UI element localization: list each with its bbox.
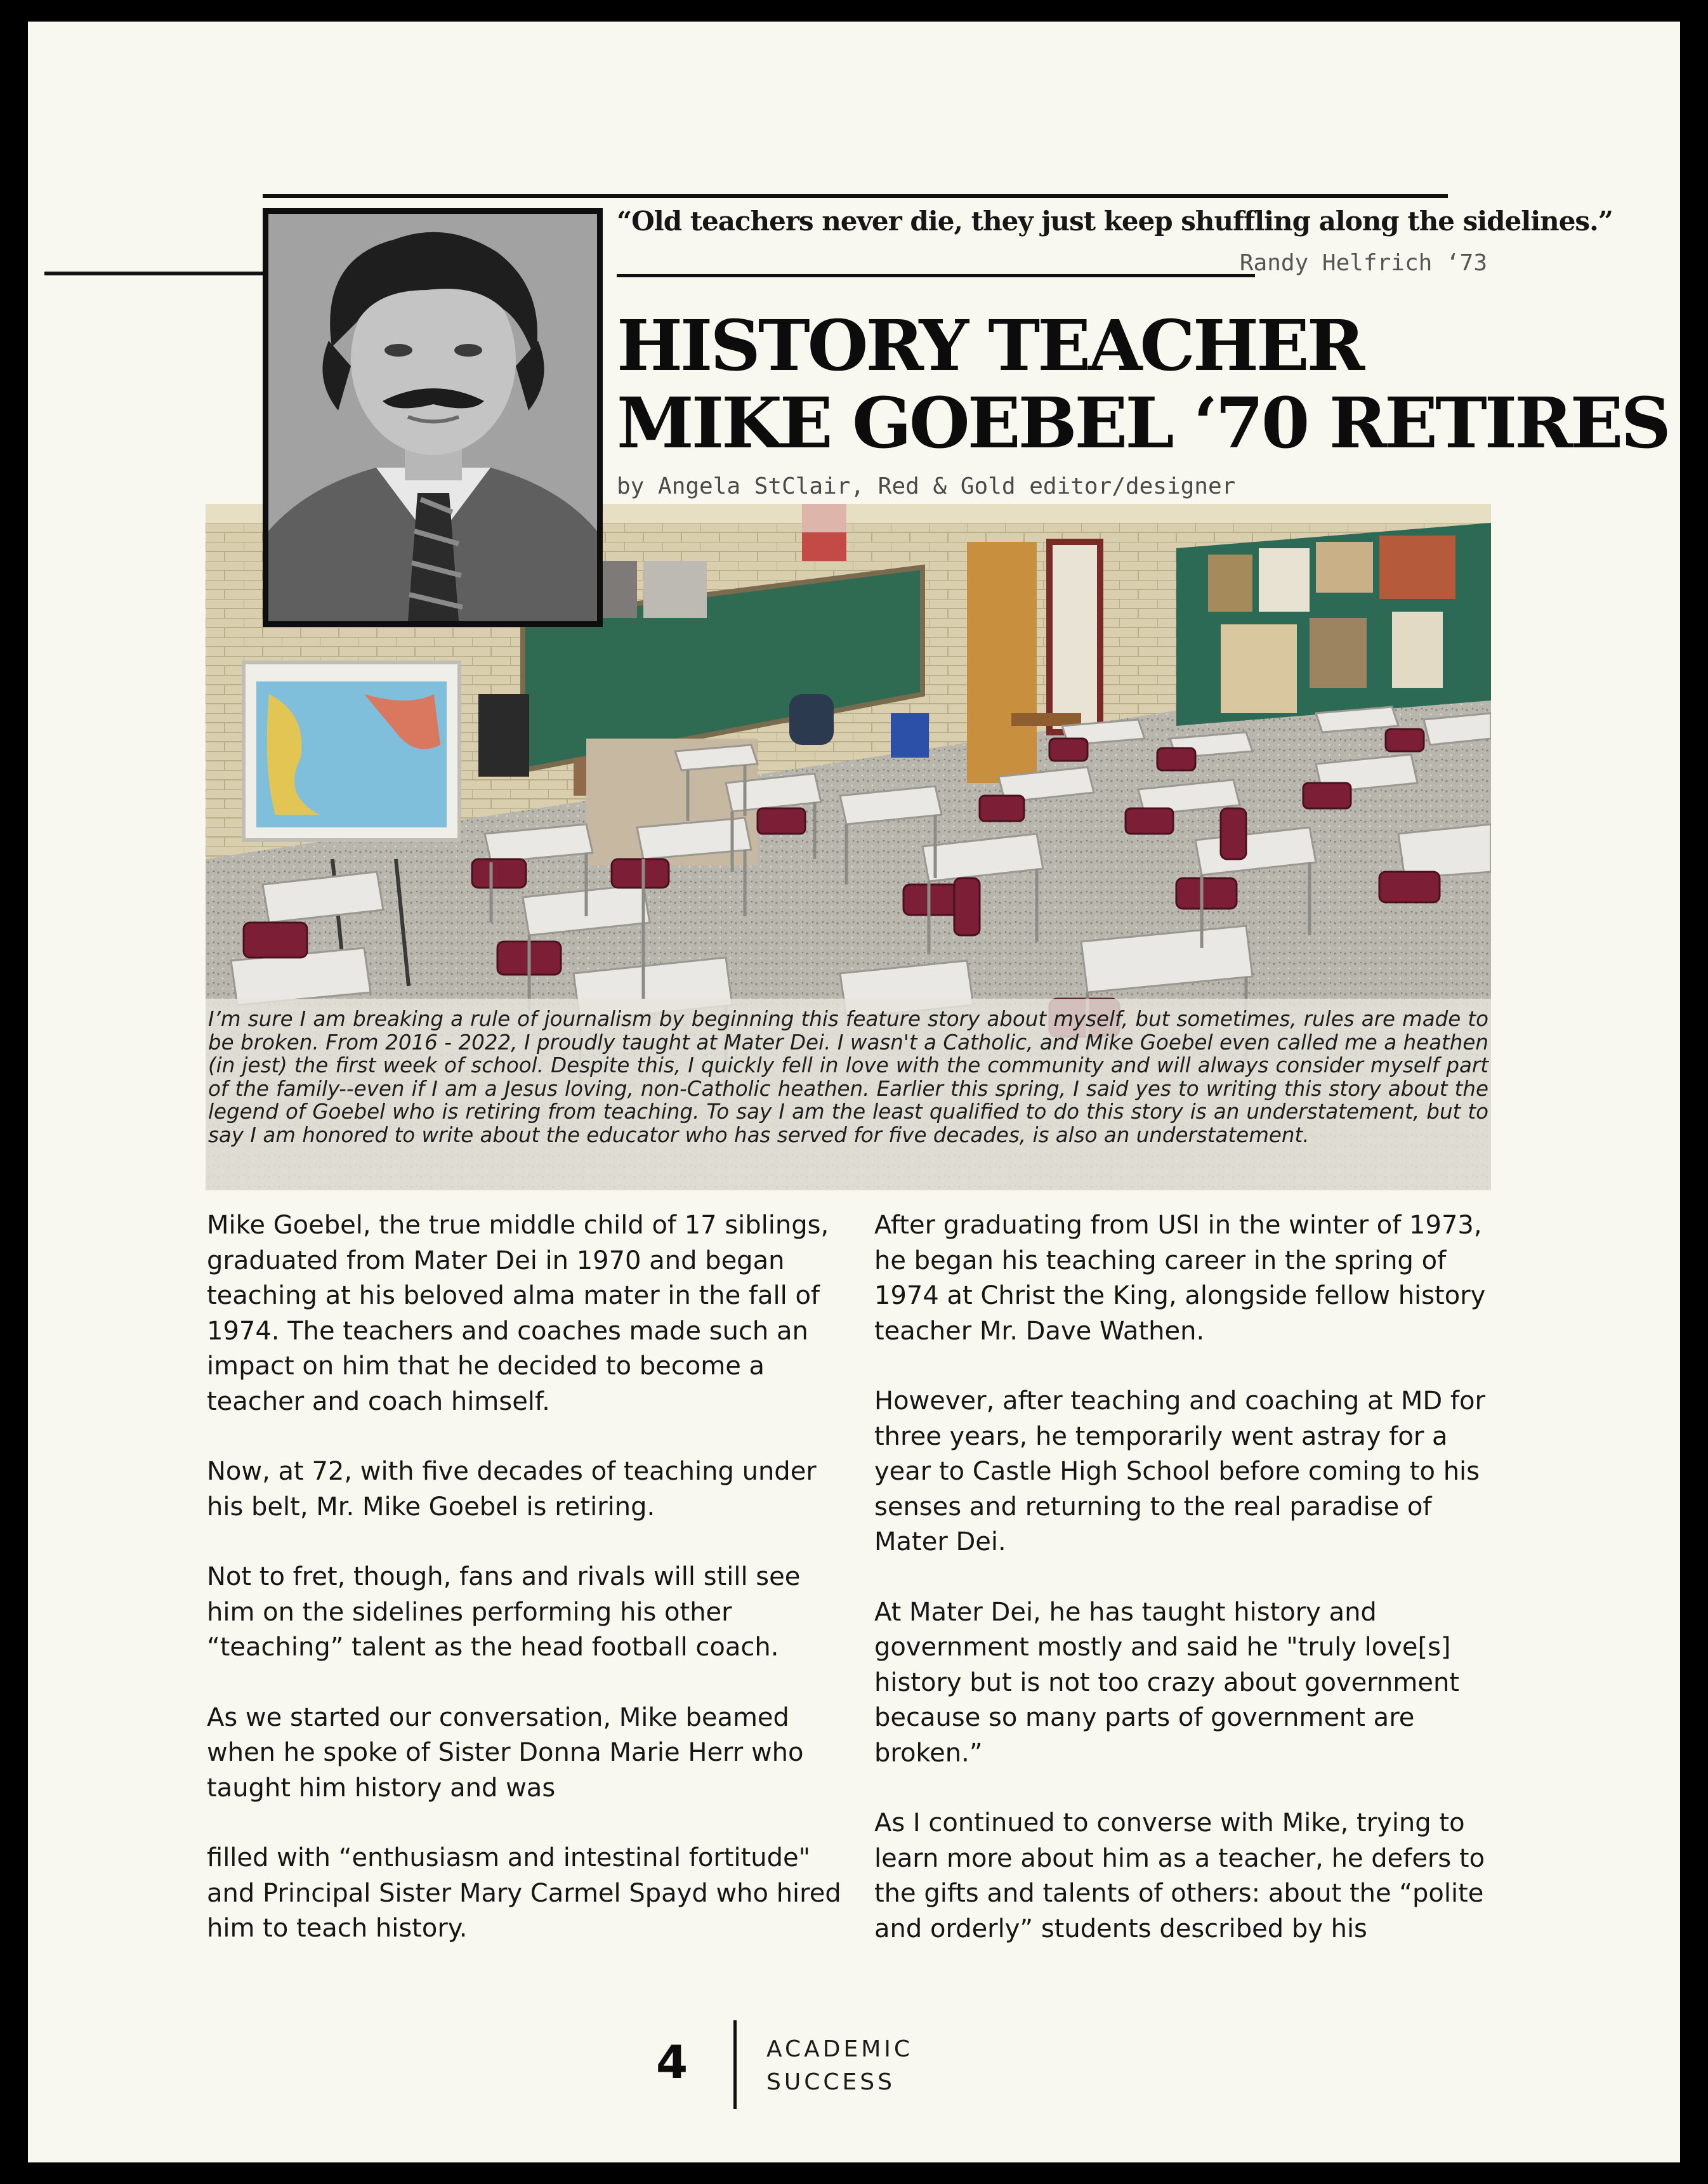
body-paragraph: At Mater Dei, he has taught history and government mostly and said he "truly love[s] history but is not too crazy about government because so many parts of government are broken.” bbox=[874, 1597, 1459, 1768]
left-rule bbox=[44, 272, 263, 275]
section-label-line-1: ACADEMIC bbox=[766, 2036, 914, 2062]
pull-quote: “Old teachers never die, they just keep shuffling along the sidelines.” bbox=[617, 206, 1613, 237]
body-paragraph: Now, at 72, with five decades of teaching under his belt, Mr. Mike Goebel is retiring. bbox=[207, 1457, 817, 1522]
section-label-line-2: SUCCESS bbox=[766, 2069, 895, 2095]
intro-caption: I’m sure I am breaking a rule of journalism by beginning this feature story about myself, but sometimes, rules are made to be broken. From 2016 - 2022, I proudly taught at Mater Dei. I wasn't a Catholic, and Mike Goebel even called me a heathen (in jest) the first week of school. Despite this, I quickly fell in love with the community and will always consider myself part of the family--even if I am a Jesus loving, non-Catholic heathen. Earlier this spring, I said yes to writing this story about the legend of Goebel who is retiring from teaching. To say I am the least qualified to do this story is an understatement, but to say I am honored to write about the educator who has served for five decades, is also an understatement. bbox=[206, 999, 1491, 1190]
footer-divider bbox=[733, 2020, 737, 2109]
body-column-right bbox=[874, 1208, 1509, 1982]
quote-underline bbox=[617, 274, 1255, 277]
headline-line-2: MIKE GOEBEL ‘70 RETIRES bbox=[617, 382, 1669, 464]
section-label bbox=[766, 2033, 913, 2099]
body-paragraph: As we started our conversation, Mike beamed when he spoke of Sister Donna Marie Herr who taught him history and was bbox=[207, 1702, 804, 1803]
magazine-page bbox=[28, 22, 1680, 2162]
body-paragraph: However, after teaching and coaching at MD for three years, he temporarily went astray for a year to Castle High School before coming to his senses and returning to the real paradise of Mater Dei. bbox=[874, 1386, 1485, 1556]
top-rule bbox=[263, 194, 1448, 198]
page-number: 4 bbox=[656, 2036, 688, 2089]
body-column-left bbox=[207, 1208, 848, 1982]
body-paragraph: After graduating from USI in the winter of 1973, he began his teaching career in the spring of 1974 at Christ the King, alongside fellow history teacher Mr. Dave Wathen. bbox=[874, 1211, 1486, 1346]
body-paragraph: filled with “enthusiasm and intestinal fortitude" and Principal Sister Mary Carmel Spayd who hired him to teach history. bbox=[207, 1843, 841, 1943]
portrait-illustration bbox=[268, 214, 597, 621]
body-paragraph: Not to fret, though, fans and rivals will still see him on the sidelines performing his other “teaching” talent as the head football coach. bbox=[207, 1562, 801, 1662]
byline: by Angela StClair, Red & Gold editor/designer bbox=[617, 473, 1236, 499]
quote-attribution: Randy Helfrich ‘73 bbox=[1239, 250, 1487, 276]
body-paragraph: Mike Goebel, the true middle child of 17 siblings, graduated from Mater Dei in 1970 and began teaching at his beloved alma mater in the fall of 1974. The teachers and coaches made such an impact on him that he decided to become a teacher and coach himself. bbox=[207, 1211, 829, 1416]
headline-line-1: HISTORY TEACHER bbox=[617, 305, 1363, 386]
body-paragraph: As I continued to converse with Mike, trying to learn more about him as a teacher, he defers to the gifts and talents of others: about the “polite and orderly” students described by his bbox=[874, 1808, 1485, 1944]
portrait-photo bbox=[263, 208, 603, 627]
headline bbox=[617, 305, 1669, 464]
